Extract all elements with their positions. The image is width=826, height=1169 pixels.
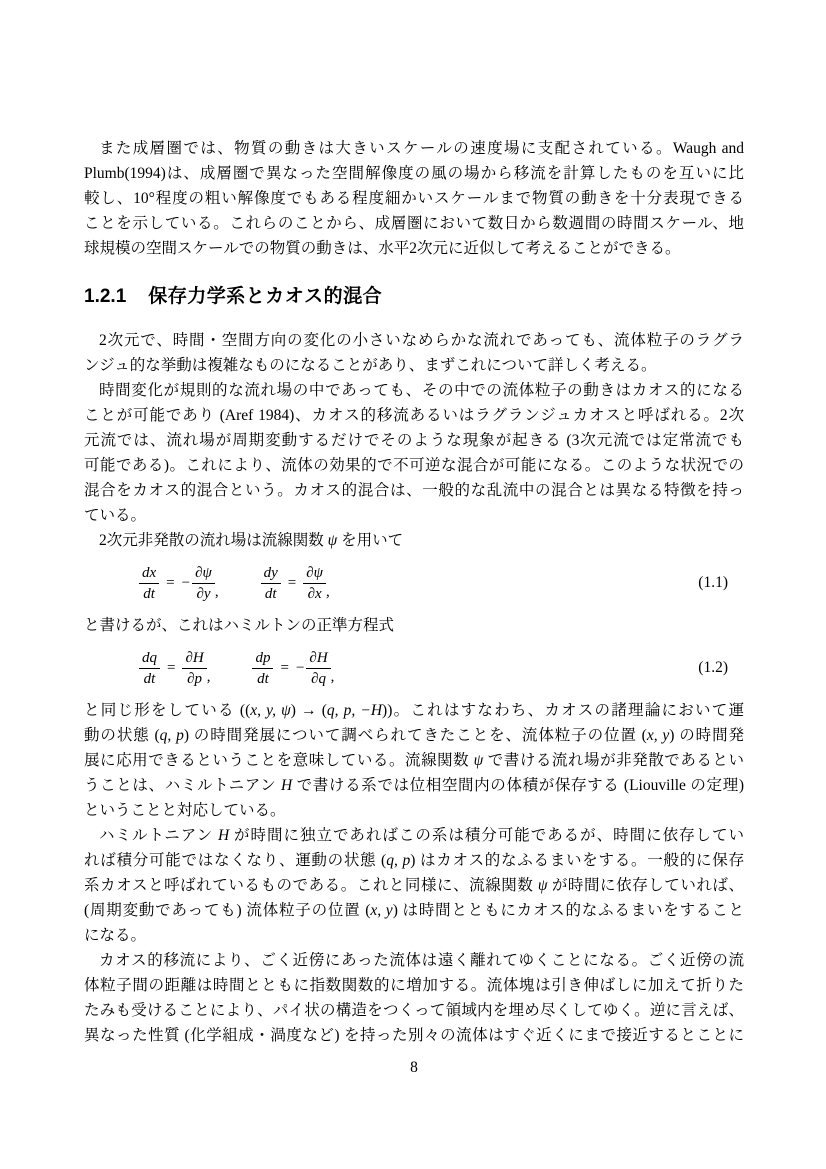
text-run: ている。 bbox=[84, 507, 147, 524]
text-line bbox=[84, 328, 744, 353]
text-run: 較し、10°程度の粗い解像度でもある程度細かいスケールまで物質の動きを十分表現できる bbox=[84, 190, 744, 207]
fraction bbox=[306, 648, 330, 689]
equals-sign: = bbox=[287, 574, 297, 591]
text-run: 時間変化が規則的な流れ場の中であっても、その中での流体粒子の動きはカオス的になる bbox=[99, 382, 744, 399]
text-run: ことを示している。これらのことから、成層圏において数日から数週間の時間スケール、地 bbox=[84, 215, 744, 232]
math-variable: x, y bbox=[646, 727, 670, 744]
text-line bbox=[84, 848, 744, 873]
paragraph bbox=[84, 613, 744, 638]
comma: , bbox=[214, 583, 219, 600]
text-line bbox=[84, 948, 744, 973]
text-run: カオス的移流により、ごく近傍にあった流体は遠く離れてゆくことになる。ごく近傍の流 bbox=[99, 952, 744, 969]
math-variable: q, p, −H bbox=[326, 702, 383, 719]
fraction bbox=[139, 563, 159, 604]
text-line bbox=[84, 478, 744, 503]
math-variable: q, p bbox=[386, 852, 411, 869]
math-variable: q, p bbox=[159, 727, 184, 744]
fraction bbox=[303, 563, 326, 604]
text-run: ) はカオス的なふるまいをする。一般的に保存 bbox=[410, 852, 744, 869]
equation-term bbox=[139, 563, 219, 604]
section-heading bbox=[84, 285, 744, 309]
text-run: 異なった性質 (化学組成・渦度など) を持った別々の流体はすぐ近くにまで接近するとことに bbox=[84, 1027, 744, 1044]
text-run: 元流では、流れ場が周期変動するだけでそのような現象が起きる (3次元流では定常流でも bbox=[84, 432, 744, 449]
text-run: 2次元非発散の流れ場は流線関数 bbox=[99, 532, 328, 549]
text-run: ) は時間とともにカオス的なふるまいをすること bbox=[392, 902, 744, 919]
text-run: で書ける流れ場が非発散であるとい bbox=[483, 752, 744, 769]
fraction bbox=[261, 563, 281, 604]
text-line bbox=[84, 723, 744, 748]
text-run: 展に応用できるということを意味している。流線関数 bbox=[84, 752, 474, 769]
text-run: うことは、ハミルトニアン bbox=[84, 777, 281, 794]
text-run: また成層圏では、物質の動きは大きいスケールの速度場に支配されている。Waugh and bbox=[99, 140, 744, 157]
page-body bbox=[84, 136, 744, 1078]
numerator: ∂H bbox=[182, 648, 206, 669]
section-title: 保存力学系とカオス的混合 bbox=[148, 286, 383, 307]
paragraph bbox=[84, 378, 744, 528]
denominator: ∂q bbox=[311, 670, 326, 687]
text-run: ハミルトニアン bbox=[99, 827, 218, 844]
text-line bbox=[84, 403, 744, 428]
comma: , bbox=[206, 668, 211, 685]
text-line bbox=[84, 428, 744, 453]
equation bbox=[84, 553, 744, 613]
equation-term bbox=[252, 648, 334, 689]
denominator: dt bbox=[143, 670, 156, 687]
denominator: dt bbox=[257, 670, 269, 687]
paragraph bbox=[84, 698, 744, 823]
numerator: dq bbox=[139, 648, 160, 669]
text-line bbox=[84, 453, 744, 478]
fraction bbox=[252, 648, 273, 689]
text-line bbox=[84, 973, 744, 998]
section-number: 1.2.1 bbox=[84, 286, 127, 307]
math-variable: ψ bbox=[537, 877, 548, 894]
text-line bbox=[84, 823, 744, 848]
equals-sign: = bbox=[167, 659, 176, 676]
text-run: で書ける系では位相空間内の体積が保存する (Liouville の定理) bbox=[292, 777, 744, 794]
numerator: ∂ψ bbox=[192, 563, 215, 584]
numerator: dp bbox=[252, 648, 273, 669]
paragraph bbox=[84, 823, 744, 948]
math-variable: x, y, ψ bbox=[250, 702, 291, 719]
paragraph bbox=[84, 328, 744, 378]
text-run: 系カオスと呼ばれているものである。これと同様に、流線関数 bbox=[84, 877, 538, 894]
text-line bbox=[84, 503, 744, 528]
text-line bbox=[84, 748, 744, 773]
fraction bbox=[139, 648, 160, 689]
text-run: (周期変動であっても) 流体粒子の位置 ( bbox=[84, 902, 371, 919]
text-run: と書けるが、これはハミルトンの正準方程式 bbox=[84, 617, 395, 634]
text-run: ) の時間発 bbox=[669, 727, 744, 744]
math-variable: x, y bbox=[370, 902, 393, 919]
text-run: 体粒子間の距離は時間とともに指数関数的に増加する。流体塊は引き伸ばしに加えて折りた bbox=[84, 977, 744, 994]
text-run: 混合をカオス的混合という。カオス的混合は、一般的な乱流中の混合とは異なる特徴を持っ bbox=[84, 482, 744, 499]
paragraph bbox=[84, 528, 744, 553]
equation-term bbox=[139, 648, 210, 689]
text-run: Plumb(1994)は、成層圏で異なった空間解像度の風の場から移流を計算したものを互いに比 bbox=[84, 165, 744, 182]
numerator: dy bbox=[261, 563, 281, 584]
text-line bbox=[84, 1023, 744, 1048]
text-line bbox=[84, 613, 744, 638]
text-run: になる。 bbox=[84, 927, 147, 944]
text-line bbox=[84, 211, 744, 236]
denominator: ∂y bbox=[196, 585, 211, 602]
equation-number: (1.1) bbox=[698, 574, 728, 591]
paragraph bbox=[84, 136, 744, 261]
text-line bbox=[84, 998, 744, 1023]
text-line bbox=[84, 528, 744, 553]
text-run: ) の時間発展について調べられてきたことを、流体粒子の位置 ( bbox=[183, 727, 647, 744]
math-variable: ψ bbox=[327, 532, 338, 549]
text-run: ということと対応している。 bbox=[84, 802, 286, 819]
fraction bbox=[182, 648, 206, 689]
text-line bbox=[84, 161, 744, 186]
text-run: と同じ形をしている (( bbox=[84, 702, 251, 719]
text-run: ))。これはすなわち、カオスの諸理論において運 bbox=[382, 702, 745, 719]
text-run: 2次元で、時間・空間方向の変化の小さいなめらかな流れであっても、流体粒子のラグラ bbox=[99, 332, 744, 349]
denominator: ∂x bbox=[307, 585, 322, 602]
text-run: 球規模の空間スケールでの物質の動きは、水平2次元に近似して考えることができる。 bbox=[84, 240, 681, 257]
text-line bbox=[84, 698, 744, 723]
text-line bbox=[84, 378, 744, 403]
math-variable: H bbox=[218, 827, 230, 844]
text-run: が時間に独立であればこの系は積分可能であるが、時間に依存してい bbox=[229, 827, 744, 844]
text-line bbox=[84, 353, 744, 378]
equation-number: (1.2) bbox=[698, 659, 728, 676]
denominator: ∂p bbox=[187, 670, 203, 687]
equation bbox=[84, 638, 744, 698]
comma: , bbox=[330, 668, 335, 685]
text-run: 可能である)。これにより、流体の効果的で不可逆な混合が可能になる。このような状況での bbox=[84, 457, 744, 474]
text-line bbox=[84, 773, 744, 798]
equals-sign: = bbox=[280, 659, 289, 676]
minus-sign: − bbox=[181, 574, 191, 591]
denominator: dt bbox=[264, 585, 277, 602]
equals-sign: = bbox=[166, 574, 175, 591]
equation-term bbox=[261, 563, 330, 604]
text-line bbox=[84, 236, 744, 261]
page-number: 8 bbox=[410, 1059, 418, 1076]
text-line bbox=[84, 898, 744, 923]
paragraph bbox=[84, 948, 744, 1048]
comma: , bbox=[325, 583, 330, 600]
text-line bbox=[84, 798, 744, 823]
text-line bbox=[84, 186, 744, 211]
text-run: が時間に依存していれば、 bbox=[547, 877, 744, 894]
text-run: ことが可能であり (Aref 1984)、カオス的移流あるいはラグランジュカオスと呼ばれる。2次 bbox=[84, 407, 744, 424]
numerator: dx bbox=[139, 563, 159, 584]
numerator: ∂ψ bbox=[303, 563, 326, 584]
math-variable: ψ bbox=[473, 752, 484, 769]
text-line bbox=[84, 873, 744, 898]
text-line bbox=[84, 136, 744, 161]
minus-sign: − bbox=[295, 659, 305, 676]
text-run: を用いて bbox=[337, 532, 404, 549]
denominator: dt bbox=[143, 585, 155, 602]
math-variable: H bbox=[280, 777, 293, 794]
fraction bbox=[192, 563, 215, 604]
text-run: ンジュ的な挙動は複雑なものになることがあり、まずこれについて詳しく考える。 bbox=[84, 357, 657, 374]
text-line bbox=[84, 923, 744, 948]
numerator: ∂H bbox=[306, 648, 330, 669]
text-run: ) → ( bbox=[290, 702, 327, 719]
text-run: 動の状態 ( bbox=[84, 727, 160, 744]
text-run: たみも受けることにより、パイ状の構造をつくって領域内を埋め尽くしてゆく。逆に言えば、 bbox=[84, 1002, 744, 1019]
text-run: れば積分可能ではなくなり、運動の状態 ( bbox=[84, 852, 387, 869]
